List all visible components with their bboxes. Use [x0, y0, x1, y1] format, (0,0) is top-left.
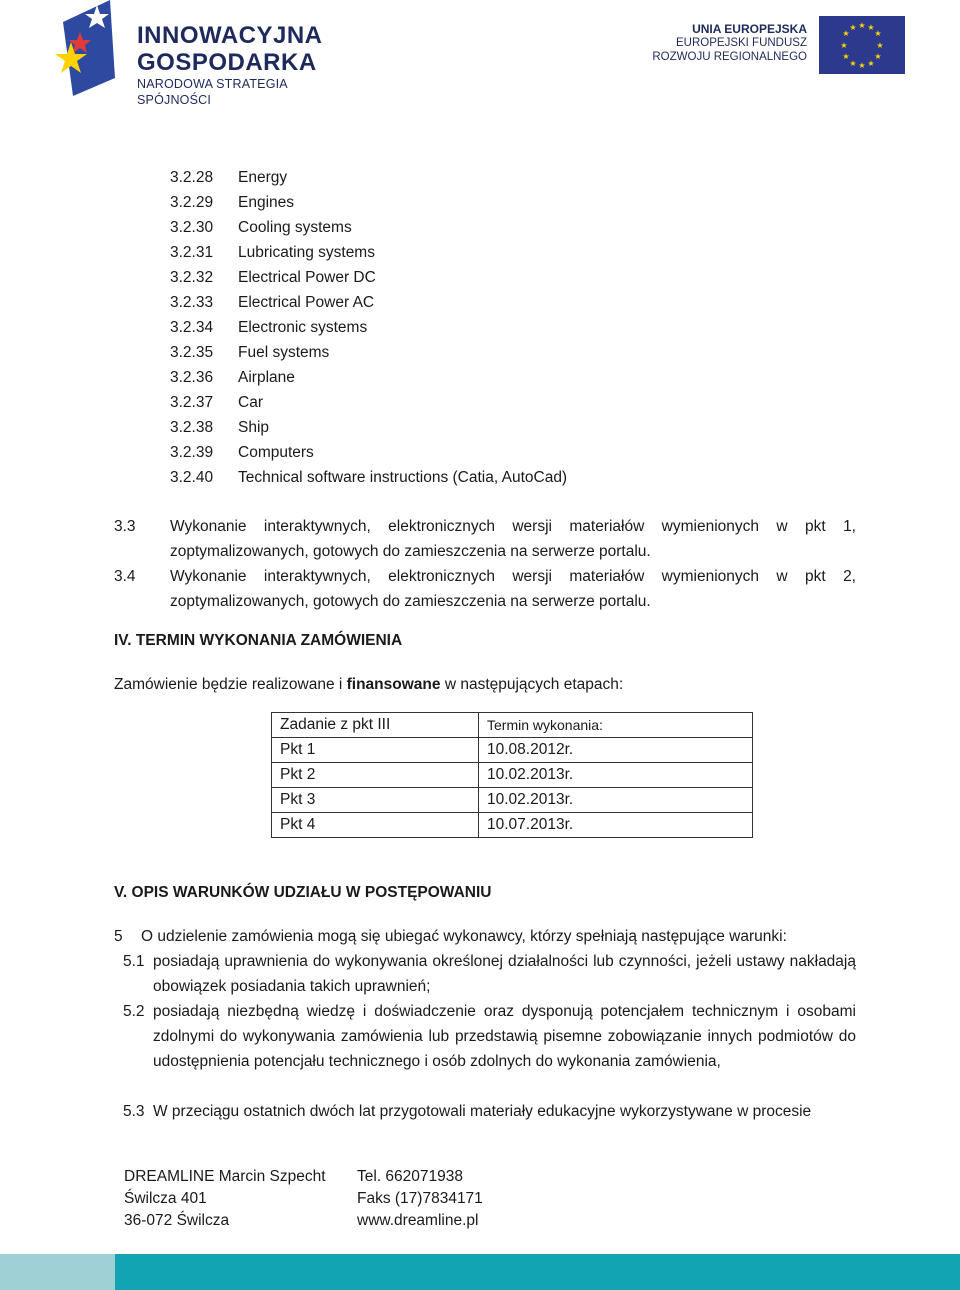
- condition-number: 5.3: [123, 1103, 145, 1120]
- item-label: Electronic systems: [238, 319, 368, 336]
- footer-city: 36-072 Świlcza: [124, 1212, 230, 1229]
- condition-5-2: [123, 999, 856, 1074]
- table-row: [272, 813, 753, 838]
- footer-web-link[interactable]: www.dreamline.pl: [357, 1212, 479, 1229]
- item-label: Ship: [238, 419, 270, 436]
- footer-street: Świlcza 401: [124, 1190, 207, 1207]
- item-number: 3.2.34: [170, 319, 214, 336]
- condition-text: O udzielenie zamówienia mogą się ubiegać wykonawcy, którzy spełniają następujące warunki:: [141, 928, 787, 945]
- condition-text: posiadają uprawnienia do wykonywania określonej działalności lub czynności, jeżeli ustawy nakładają obowiązek posiadania takich uprawnień;: [153, 953, 856, 995]
- item-label: Airplane: [238, 369, 295, 386]
- list-item: [170, 415, 567, 440]
- svg-text:★: ★: [858, 61, 866, 70]
- item-number: 3.2.39: [170, 444, 214, 461]
- item-number: 3.2.28: [170, 169, 214, 186]
- condition-5-1: [123, 949, 856, 999]
- condition-number: 5: [114, 928, 123, 945]
- date-cell: 10.02.2013r.: [479, 763, 753, 788]
- item-label: Car: [238, 394, 263, 411]
- item-number: 3.2.38: [170, 419, 214, 436]
- item-label: Electrical Power DC: [238, 269, 376, 286]
- footer-fax: Faks (17)7834171: [357, 1190, 483, 1207]
- innovative-economy-stars-icon: [55, 0, 135, 98]
- list-item: [170, 340, 567, 365]
- table-header-row: [272, 713, 753, 738]
- list-item: [170, 265, 567, 290]
- eu-line-2: EUROPEJSKI FUNDUSZ: [676, 37, 807, 49]
- svg-text:★: ★: [876, 41, 884, 50]
- item-number: 3.2.32: [170, 269, 214, 286]
- item-label: Energy: [238, 169, 288, 186]
- eu-flag-icon: [819, 16, 905, 74]
- item-label: Electrical Power AC: [238, 294, 375, 311]
- svg-text:★: ★: [858, 21, 866, 30]
- item-number: 3.2.30: [170, 219, 214, 236]
- svg-text:★: ★: [867, 59, 875, 68]
- item-number: 3.2.29: [170, 194, 214, 211]
- eu-erdf-logo: [605, 14, 905, 74]
- footer-tel: Tel. 662071938: [357, 1168, 464, 1185]
- list-item: [170, 315, 567, 340]
- task-cell: Pkt 1: [272, 738, 479, 763]
- logo-line-2: GOSPODARKA: [137, 49, 317, 76]
- logo-line-1: INNOWACYJNA: [137, 22, 323, 49]
- footer-bar-dark: [115, 1254, 960, 1290]
- task-cell: Pkt 2: [272, 763, 479, 788]
- svg-text:★: ★: [840, 41, 848, 50]
- condition-lead: [114, 924, 856, 949]
- svg-text:★: ★: [874, 52, 882, 61]
- table-row: [272, 788, 753, 813]
- section-iv-intro: [114, 672, 623, 697]
- svg-text:★: ★: [842, 29, 850, 38]
- item-number: 3.2.36: [170, 369, 214, 386]
- svg-text:★: ★: [849, 59, 857, 68]
- item-number: 3.2.40: [170, 469, 214, 486]
- sub-items-list: [170, 165, 567, 490]
- footer-company: DREAMLINE Marcin Szpecht: [124, 1168, 326, 1185]
- intro-bold-text: finansowane: [346, 676, 441, 693]
- paragraph-3-3: [114, 514, 856, 564]
- list-item: [170, 190, 567, 215]
- item-label: Fuel systems: [238, 344, 330, 361]
- schedule-table: [271, 712, 753, 838]
- list-item: [170, 440, 567, 465]
- logo-line-3: NARODOWA STRATEGIA SPÓJNOŚCI: [137, 77, 288, 107]
- date-cell: 10.07.2013r.: [479, 813, 753, 838]
- item-label: Technical software instructions (Catia, AutoCad): [238, 469, 568, 486]
- svg-text:★: ★: [867, 23, 875, 32]
- paragraph-text: Wykonanie interaktywnych, elektronicznych wersji materiałów wymienionych w pkt 2, zoptymalizowanych, gotowych do zamieszczenia na serwerze portalu.: [170, 568, 856, 610]
- item-number: 3.2.35: [170, 344, 214, 361]
- item-label: Lubricating systems: [238, 244, 375, 261]
- condition-number: 5.1: [123, 953, 145, 970]
- task-cell: Pkt 4: [272, 813, 479, 838]
- section-iv-heading: IV. TERMIN WYKONANIA ZAMÓWIENIA: [114, 632, 403, 649]
- date-cell: 10.02.2013r.: [479, 788, 753, 813]
- list-item: [170, 240, 567, 265]
- item-number: 3.2.31: [170, 244, 214, 261]
- table-row: [272, 763, 753, 788]
- condition-text: posiadają niezbędną wiedzę i doświadczenie oraz dysponują potencjałem technicznym i osobami zdolnymi do wykonywania zamówienia lub przedstawią pisemne zobowiązanie innych podmiotów do udostępnienia potencjału technicznego i osób zdolnych do wykonania zamówienia,: [153, 1003, 856, 1070]
- svg-text:★: ★: [874, 29, 882, 38]
- list-item: [170, 390, 567, 415]
- eu-line-1: UNIA EUROPEJSKA: [692, 22, 807, 36]
- list-item: [170, 215, 567, 240]
- table-row: [272, 738, 753, 763]
- list-item: [170, 365, 567, 390]
- item-number: 3.2.37: [170, 394, 214, 411]
- list-item: [170, 290, 567, 315]
- svg-text:★: ★: [849, 23, 857, 32]
- svg-text:★: ★: [842, 52, 850, 61]
- item-label: Engines: [238, 194, 295, 211]
- paragraph-text: Wykonanie interaktywnych, elektronicznych wersji materiałów wymienionych w pkt 1, zoptymalizowanych, gotowych do zamieszczenia na serwerze portalu.: [170, 518, 856, 560]
- list-item: [170, 465, 567, 490]
- item-number: 3.2.33: [170, 294, 214, 311]
- date-cell: 10.08.2012r.: [479, 738, 753, 763]
- section-v-heading: V. OPIS WARUNKÓW UDZIAŁU W POSTĘPOWANIU: [114, 884, 492, 901]
- column-header-task: Zadanie z pkt III: [272, 713, 479, 738]
- list-item: [170, 165, 567, 190]
- footer-address: [124, 1166, 326, 1232]
- footer-bar-light: [0, 1254, 115, 1290]
- condition-5-3: [123, 1099, 856, 1124]
- intro-text-end: w następujących etapach:: [440, 676, 624, 693]
- item-label: Computers: [238, 444, 314, 461]
- item-label: Cooling systems: [238, 219, 352, 236]
- condition-number: 5.2: [123, 1003, 145, 1020]
- paragraph-number: 3.4: [114, 568, 136, 585]
- eu-line-3: ROZWOJU REGIONALNEGO: [652, 51, 807, 63]
- paragraph-number: 3.3: [114, 518, 136, 535]
- intro-text: Zamówienie będzie realizowane i: [114, 676, 347, 693]
- task-cell: Pkt 3: [272, 788, 479, 813]
- condition-text: W przeciągu ostatnich dwóch lat przygotowali materiały edukacyjne wykorzystywane w procesie: [153, 1103, 812, 1120]
- innowacyjna-gospodarka-logo: [55, 0, 355, 107]
- column-header-date: Termin wykonania:: [479, 713, 753, 738]
- paragraph-3-4: [114, 564, 856, 614]
- footer-contact: [357, 1166, 483, 1232]
